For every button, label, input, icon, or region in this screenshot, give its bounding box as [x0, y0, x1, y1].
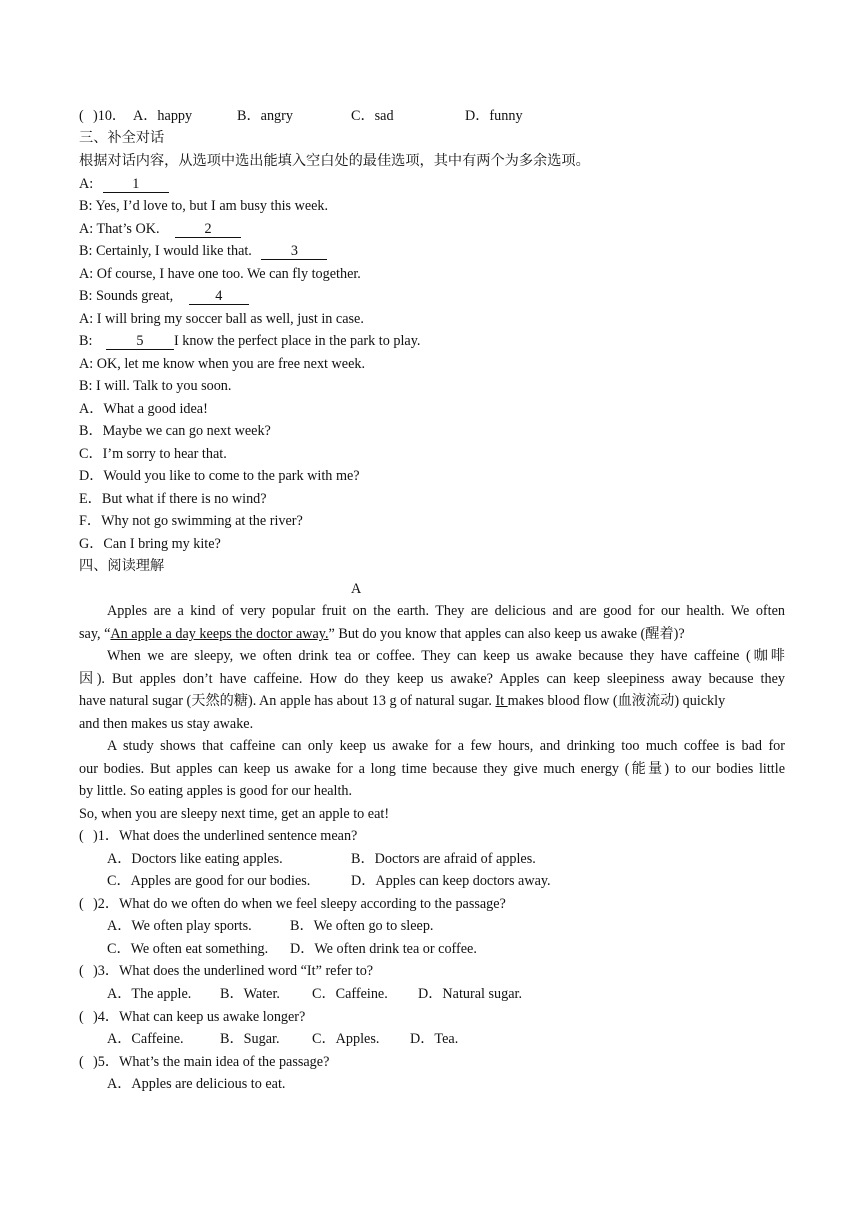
blank-1: 1 [103, 176, 169, 193]
option-a: A．happy [133, 108, 193, 124]
speaker: B: [79, 198, 93, 214]
blank-3: 3 [261, 243, 327, 260]
dialogue-line [79, 354, 365, 374]
dialogue-text: I will bring my soccer ball as well, just in case. [96, 311, 364, 327]
option-a: A．Caffeine. [107, 1031, 184, 1047]
dialogue-line [79, 309, 364, 329]
choice-item: D．Would you like to come to the park with me? [79, 468, 360, 484]
option-d: D．Natural sugar. [418, 986, 523, 1002]
blank-4: 4 [189, 288, 249, 305]
option-a: A．The apple. [107, 986, 192, 1002]
dialogue-line [79, 286, 249, 306]
speaker: A: [79, 311, 94, 327]
question-text: )3．What does the underlined word “It” refer to? [93, 963, 374, 979]
dialogue-line [79, 174, 169, 194]
text-run: have natural sugar (天然的糖). An apple has about 13 g of natural sugar. [79, 693, 496, 709]
question-text: )2．What do we often do when we feel sleepy according to the passage? [93, 896, 506, 912]
section-heading: 三、补全对话 [79, 130, 165, 146]
question-text: )4．What can keep us awake longer? [93, 1009, 306, 1025]
option-a: A．Doctors like eating apples. [107, 851, 283, 867]
option-d: D．funny [465, 108, 523, 124]
option-b: B．angry [237, 108, 293, 124]
speaker: B: [79, 243, 93, 259]
speaker: B: [79, 333, 93, 349]
answer-paren: ( [79, 1009, 84, 1025]
question-number: )10． [93, 108, 127, 124]
answer-paren: ( [79, 828, 84, 844]
text-run: makes blood flow (血液流动) quickly [507, 693, 726, 709]
passage-line: by little. So eating apples is good for our health. [79, 783, 353, 799]
dialogue-text: I will. Talk to you soon. [95, 378, 232, 394]
passage-line: and then makes us stay awake. [79, 716, 254, 732]
passage-line [79, 624, 685, 644]
speaker: A: [79, 266, 94, 282]
question-text: )5．What’s the main idea of the passage? [93, 1054, 330, 1070]
choice-item: F．Why not go swimming at the river? [79, 513, 303, 529]
dialogue-line [79, 219, 241, 239]
option-b: B．We often go to sleep. [290, 918, 434, 934]
speaker: A: [79, 221, 94, 237]
dialogue-line [79, 241, 327, 261]
passage-line: Apples are a kind of very popular fruit on the earth. They are delicious and are good for our health. We often [107, 603, 785, 619]
option-c: C．Caffeine. [312, 986, 388, 1002]
dialogue-text: That’s OK. [96, 221, 160, 237]
answer-paren: ( [79, 108, 84, 124]
blank-5: 5 [106, 333, 174, 350]
passage-line: 因). But apples don’t have caffeine. How do they keep us awake? Apples can keep sleepiness away because they [79, 671, 785, 687]
blank-2: 2 [175, 221, 241, 238]
text-run: ” But do you know that apples can also keep us awake (醒着)? [328, 626, 685, 642]
option-d: D．Tea. [410, 1031, 459, 1047]
option-a: A．We often play sports. [107, 918, 252, 934]
option-c: C．Apples are good for our bodies. [107, 873, 311, 889]
dialogue-text: Sounds great, [95, 288, 174, 304]
answer-paren: ( [79, 1054, 84, 1070]
dialogue-line [79, 196, 328, 216]
text-run: say, “ [79, 626, 111, 642]
passage-line: A study shows that caffeine can only keep us awake for a few hours, and drinking too much coffee is bad for [107, 738, 785, 754]
dialogue-text: Certainly, I would like that. [95, 243, 252, 259]
option-d: D．We often drink tea or coffee. [290, 941, 477, 957]
passage-label: A [351, 581, 362, 597]
choice-item: E．But what if there is no wind? [79, 491, 267, 507]
option-b: B．Doctors are afraid of apples. [351, 851, 536, 867]
option-b: B．Water. [220, 986, 280, 1002]
section-instruction: 根据对话内容，从选项中选出能填入空白处的最佳选项，其中有两个为多余选项。 [79, 153, 590, 169]
dialogue-text: Yes, I’d love to, but I am busy this week. [95, 198, 329, 214]
option-d: D．Apples can keep doctors away. [351, 873, 551, 889]
underlined-word: It [495, 693, 508, 709]
answer-paren: ( [79, 896, 84, 912]
speaker: B: [79, 288, 93, 304]
choice-item: G．Can I bring my kite? [79, 536, 221, 552]
speaker: A: [79, 176, 94, 192]
dialogue-text: Of course, I have one too. We can fly together. [96, 266, 361, 282]
choice-item: B．Maybe we can go next week? [79, 423, 271, 439]
passage-line: our bodies. But apples can keep us awake for a long time because they give much energy (能量) to our bodies little [79, 761, 785, 777]
choice-item: C．I’m sorry to hear that. [79, 446, 227, 462]
dialogue-text: OK, let me know when you are free next week. [96, 356, 366, 372]
passage-line: So, when you are sleepy next time, get an apple to eat! [79, 806, 390, 822]
answer-paren: ( [79, 963, 84, 979]
option-a: A．Apples are delicious to eat. [107, 1076, 286, 1092]
option-c: C．Apples. [312, 1031, 380, 1047]
speaker: B: [79, 378, 93, 394]
passage-line [79, 691, 725, 711]
passage-line: When we are sleepy, we often drink tea or coffee. They can keep us awake because they have caffeine (咖啡 [107, 648, 785, 664]
speaker: A: [79, 356, 94, 372]
option-b: B．Sugar. [220, 1031, 280, 1047]
choice-item: A．What a good idea! [79, 401, 208, 417]
section-heading: 四、阅读理解 [79, 558, 165, 574]
dialogue-line [79, 376, 231, 396]
option-c: C．We often eat something. [107, 941, 269, 957]
question-text: )1．What does the underlined sentence mean? [93, 828, 358, 844]
underlined-sentence: An apple a day keeps the doctor away. [110, 626, 329, 642]
dialogue-text: I know the perfect place in the park to play. [173, 333, 421, 349]
dialogue-line [79, 264, 361, 284]
dialogue-line [79, 331, 420, 351]
option-c: C．sad [351, 108, 394, 124]
